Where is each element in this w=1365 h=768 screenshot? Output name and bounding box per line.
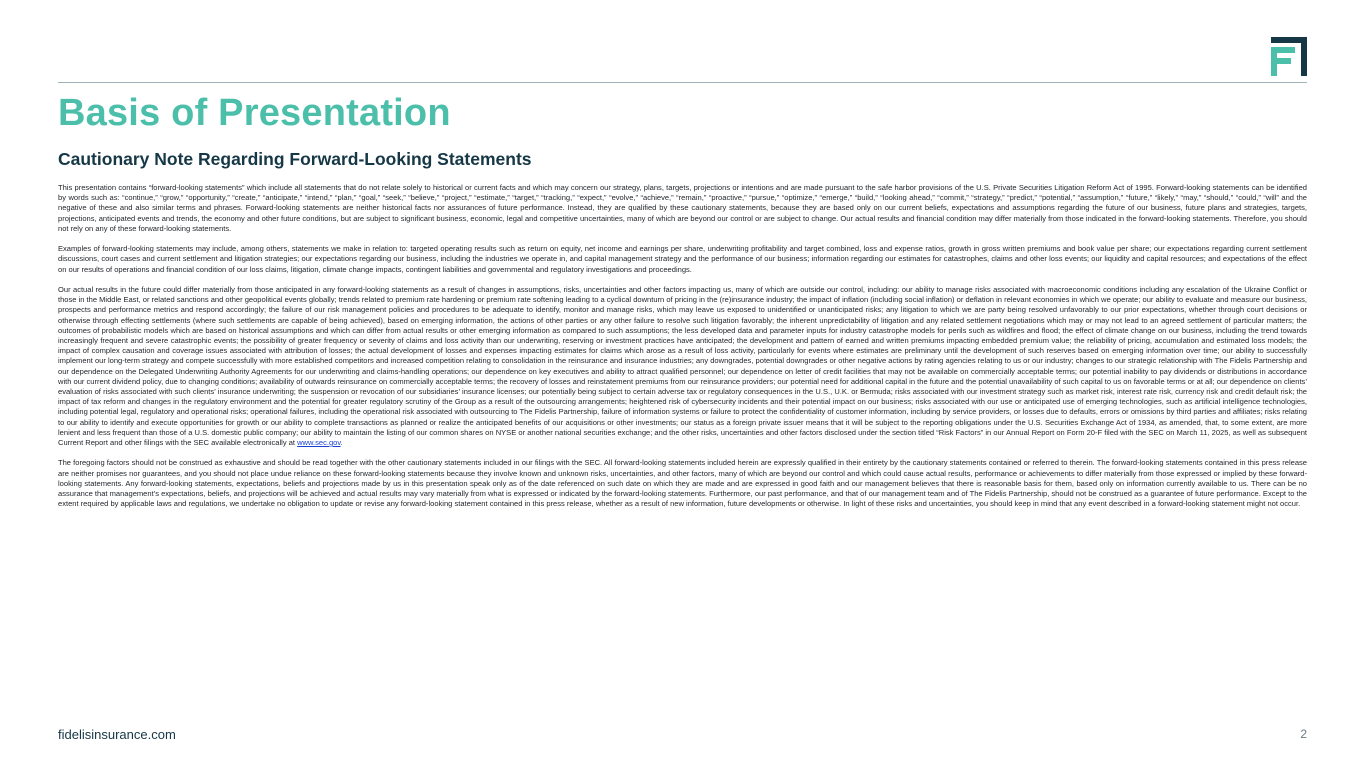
section-subtitle: Cautionary Note Regarding Forward-Looking Statements — [58, 149, 532, 169]
page-number: 2 — [1300, 727, 1307, 741]
paragraph-intro: This presentation contains “forward-looking statements” which include all statements that do not relate solely to historical or current facts and which may concern our strategy, plans, targets, projections or intentions and are made pursuant to the safe harbor provisions of the U.S. Private Securities Litigation Reform Act of 1995. Forward-looking statements can be identified by words such as: “continue,” “grow,” “opportunity,” “create,” “anticipate,” “intend,” “plan,” “goal,” “seek,” “believe,” “project,” “estimate,” “target,” “tracking,” “expect,” “evolve,” “achieve,” “remain,” “proactive,” “pursue,” “optimize,” “emerge,” “build,” “looking ahead,” “commit,” “strategy,” “predict,” “potential,” “assumption,” “future,” “likely,” “may,” “should,” “could,” “will” and the negative of these and also similar terms and phrases. Forward-looking statements are neither historical facts nor assurances of future performance. Instead, they are qualified by these cautionary statements, because they are based only on our current beliefs, expectations and assumptions regarding the future of our business, future plans and strategies, targets, projections, anticipated events and trends, the economy and other future conditions, but are subject to significant business, economic, legal and competitive uncertainties, many of which are beyond our control or are subject to change. Our actual results and financial condition may differ materially from those indicated in the forward-looking statements. Therefore, you should not rely on any of these forward-looking statements. — [58, 183, 1307, 233]
header-divider — [58, 82, 1307, 83]
paragraph-examples: Examples of forward-looking statements may include, among others, statements we make in relation to: targeted operating results such as return on equity, net income and earnings per share, underwriting profitability and target combined, loss and expense ratios, growth in gross written premiums and book value per share; our expectations regarding current settlement discussions, court cases and current settlement and litigation strategies; our expectations regarding our business, including the industries we operate in, and capital management strategy and the performance of our business; information regarding our estimates for catastrophes, claims and other loss events; our liquidity and capital resources; and expectations of the effect on our results of operations and financial condition of our loss claims, litigation, climate change impacts, contingent liabilities and governmental and regulatory investigations and proceedings. — [58, 244, 1307, 274]
paragraph-foregoing-factors: The foregoing factors should not be construed as exhaustive and should be read together with the other cautionary statements included in our filings with the SEC. All forward-looking statements included herein are expressly qualified in their entirety by the cautionary statements contained or referred to therein. The forward-looking statements contained in this press release are neither promises nor guarantees, and you should not place undue reliance on these forward-looking statements because they involve known and unknown risks, uncertainties, and other factors, many of which are beyond our control and which could cause actual results, performance or achievements to differ materially from those expressed or implied by these forward-looking statements. Any forward-looking statements, expectations, beliefs and projections made by us in this presentation speak only as of the date referenced on such date on which they are made and are expressed in good faith and our management believes that there is reasonable basis for them, based only on information currently available to us. There can be no assurance that management’s expectations, beliefs, and projections will be achieved and actual results may vary materially from what is expressed or indicated by the forward-looking statements. Furthermore, our past performance, and that of our management team and of The Fidelis Partnership, should not be construed as a guarantee of future performance. Except to the extent required by applicable laws and regulations, we undertake no obligation to update or revise any forward-looking statement contained in this press release, whether as a result of new information, future developments or otherwise. In light of these risks and uncertainties, you should keep in mind that any event described in a forward-looking statement might not occur. — [58, 458, 1307, 509]
paragraph-risk-factors: Our actual results in the future could differ materially from those anticipated in any forward-looking statements as a result of changes in assumptions, risks, uncertainties and other factors impacting us, many of which are outside our control, including: our ability to manage risks associated with macroeconomic conditions including any escalation of the Ukraine Conflict or those in the Middle East, or related sanctions and other geopolitical events globally; trends related to premium rate hardening or premium rate softening leading to a cyclical downturn of pricing in the (re)insurance industry; the impact of inflation (including social inflation) or deflation in relevant economies in which we operate; our ability to evaluate and measure our business, prospects and performance metrics and respond accordingly; the failure of our risk management policies and procedures to be adequate to identify, monitor and manage risks, which may leave us exposed to unidentified or unanticipated risks; any litigation to which we are party being resolved unfavorably to our prior expectations, whether through court decisions or otherwise through effecting settlements (where such settlements are capable of being achieved), based on emerging information, the actions of other parties or any other failure to resolve such litigation favorably; the inherent unpredictability of litigation and any related settlement negotiations which may or may not lead to an agreed settlement of particular matters; the outcomes of probabilistic models which are based on historical assumptions and which can differ from actual results or other emerging information as compared to such assumptions; the less developed data and parameter inputs for industry catastrophe models for perils such as wildfires and flood; the effect of climate change on our business, including the trend towards increasingly frequent and severe catastrophic events; the possibility of greater frequency or severity of claims and loss activity than our underwriting, reserving or investment practices have anticipated; the development and pattern of earned and written premiums impacting embedded premium value; the reliability of pricing, accumulation and estimated loss models; the impact of complex causation and coverage issues associated with attribution of losses; the actual development of losses and expenses impacting estimates for claims which arose as a result of loss activity, particularly for events where estimates are preliminary until the development of such reserves based on emerging information over time; our ability to successfully implement our long-term strategy and compete successfully with more established competitors and increased competition relating to consolidation in the reinsurance and insurance industries; any downgrades, potential downgrades or other negative actions by rating agencies relating to us or our industry; changes to our strategic relationship with The Fidelis Partnership and our dependence on the Delegated Underwriting Authority Agreements for our underwriting and claims-handling operations; our dependence on key executives and ability to attract qualified personnel; our dependence on letter of credit facilities that may not be available on commercially acceptable terms; our potential inability to pay dividends or distributions in accordance with our current dividend policy, due to changing conditions; availability of outwards reinsurance on commercially acceptable terms; the recovery of losses and reinstatement premiums from our reinsurance providers; our potential need for additional capital in the future and the potential unavailability of such capital to us on favorable terms or at all; our dependence on clients’ evaluation of risks associated with such clients’ insurance underwriting; the suspension or revocation of our subsidiaries’ insurance licenses; our potentially being subject to certain adverse tax or regulatory consequences in the U.S., U.K. or Bermuda; risks associated with our investment strategy such as market risk, interest rate risk, currency risk and credit default risk; the impact of tax reform and changes in the regulatory environment and the potential for greater regulatory scrutiny of the Group as a result of the outsourcing arrangements; heightened risk of cybersecurity incidents and their potential impact on our business; risks associated with our use or anticipated use of emerging technologies, such as artificial intelligence technologies, including potential legal, regulatory and operational risks; operational failures, including the operational risk associated with outsourcing to The Fidelis Partnership, failure of information systems or failure to protect the confidentiality of customer information, including by service providers, or losses due to defaults, errors or omissions by third parties and affiliates; risks relating to our ability to identify and execute opportunities for growth or our ability to complete transactions as planned or realize the anticipated benefits of our acquisitions or other investments; our status as a foreign private issuer means that it will be subject to the reporting obligations under the U.S. Securities Exchange Act of 1934, as amended, that, to some extent, are more lenient and less frequent than those of a U.S. domestic public company; our ability to maintain the listing of our common shares on NYSE or another national securities exchange; and the other risks, uncertainties and other factors disclosed under the section titled “Risk Factors” in our Annual Report on Form 20-F filed with the SEC on March 11, 2025, as well as subsequent Current Report and other filings with the SEC available electronically at www.sec.gov. — [58, 285, 1307, 448]
sec-link[interactable]: www.sec.gov — [297, 438, 341, 448]
page-title: Basis of Presentation — [58, 92, 451, 134]
fidelis-logo-icon — [1271, 37, 1307, 76]
disclaimer-body — [58, 183, 1307, 520]
footer-website: fidelisinsurance.com — [58, 727, 176, 742]
